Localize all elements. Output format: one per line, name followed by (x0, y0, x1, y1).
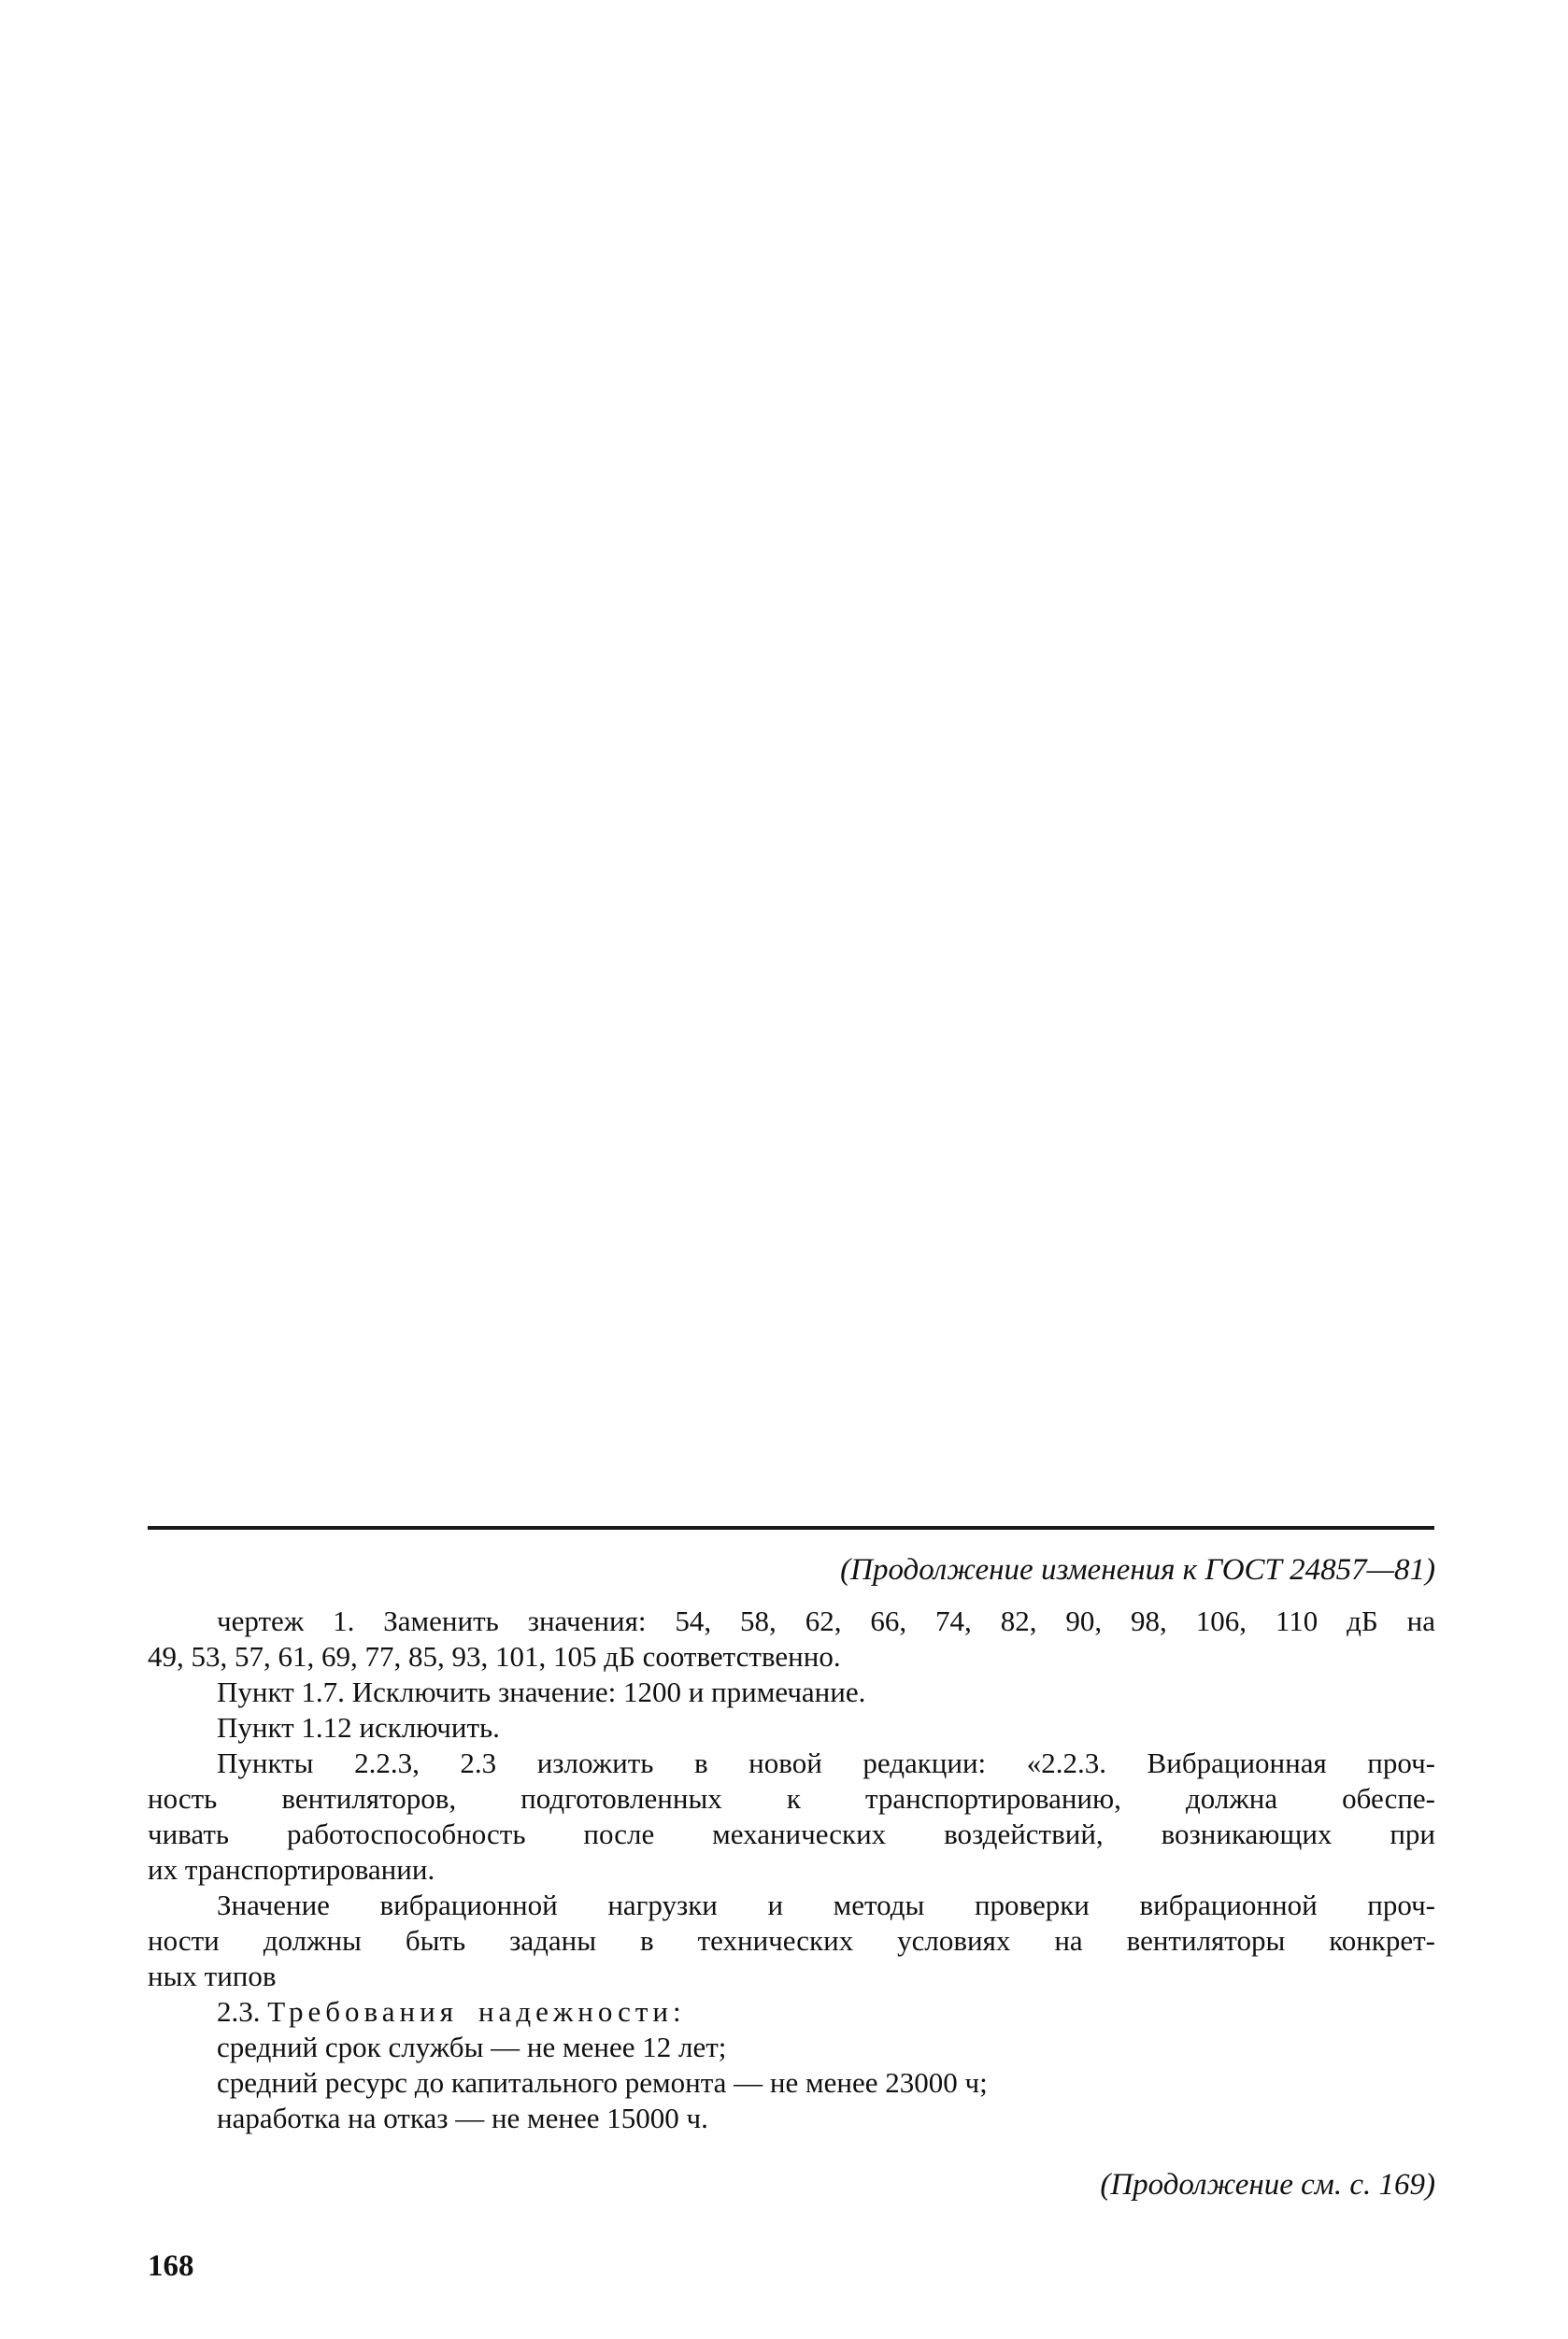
text-line: 49, 53, 57, 61, 69, 77, 85, 93, 101, 105 дБ соответственно. (148, 1640, 841, 1673)
continuation-footer: (Продолжение см. с. 169) (1100, 2168, 1435, 2202)
text-line: их транспортировании. (148, 1853, 435, 1886)
text-line: ных типов (148, 1960, 277, 1992)
section-number: 2.3. (217, 1995, 268, 2028)
section-title-word: надежности: (478, 1995, 686, 2028)
text-line: ности должны быть заданы в технических условиях на вентиляторы конкрет- (148, 1924, 1435, 1957)
body-text (148, 1604, 1435, 2136)
section-title-word: Требования (267, 1995, 458, 2028)
header-rule (148, 1526, 1434, 1530)
text-line: наработка на отказ — не менее 15000 ч. (217, 2102, 708, 2134)
text-line: средний ресурс до капитального ремонта — не менее 23000 ч; (217, 2066, 988, 2099)
text-line: ность вентиляторов, подготовленных к транспортированию, должна обеспе- (148, 1782, 1435, 1815)
text-line: чертеж 1. Заменить значения: 54, 58, 62, 66, 74, 82, 90, 98, 106, 110 дБ на (217, 1604, 1435, 1637)
text-line: Пункт 1.12 исключить. (217, 1711, 500, 1744)
text-line: Пункт 1.7. Исключить значение: 1200 и примечание. (217, 1676, 866, 1708)
continuation-header: (Продолжение изменения к ГОСТ 24857—81) (840, 1553, 1435, 1587)
text-line: Пункты 2.2.3, 2.3 изложить в новой редакции: «2.2.3. Вибрационная проч- (217, 1747, 1435, 1779)
text-line: средний срок службы — не менее 12 лет; (217, 2031, 727, 2063)
page-number: 168 (148, 2249, 194, 2283)
text-line: Значение вибрационной нагрузки и методы проверки вибрационной проч- (217, 1889, 1435, 1921)
text-line: чивать работоспособность после механических воздействий, возникающих при (148, 1818, 1435, 1850)
section-heading-line (148, 1994, 1435, 2030)
